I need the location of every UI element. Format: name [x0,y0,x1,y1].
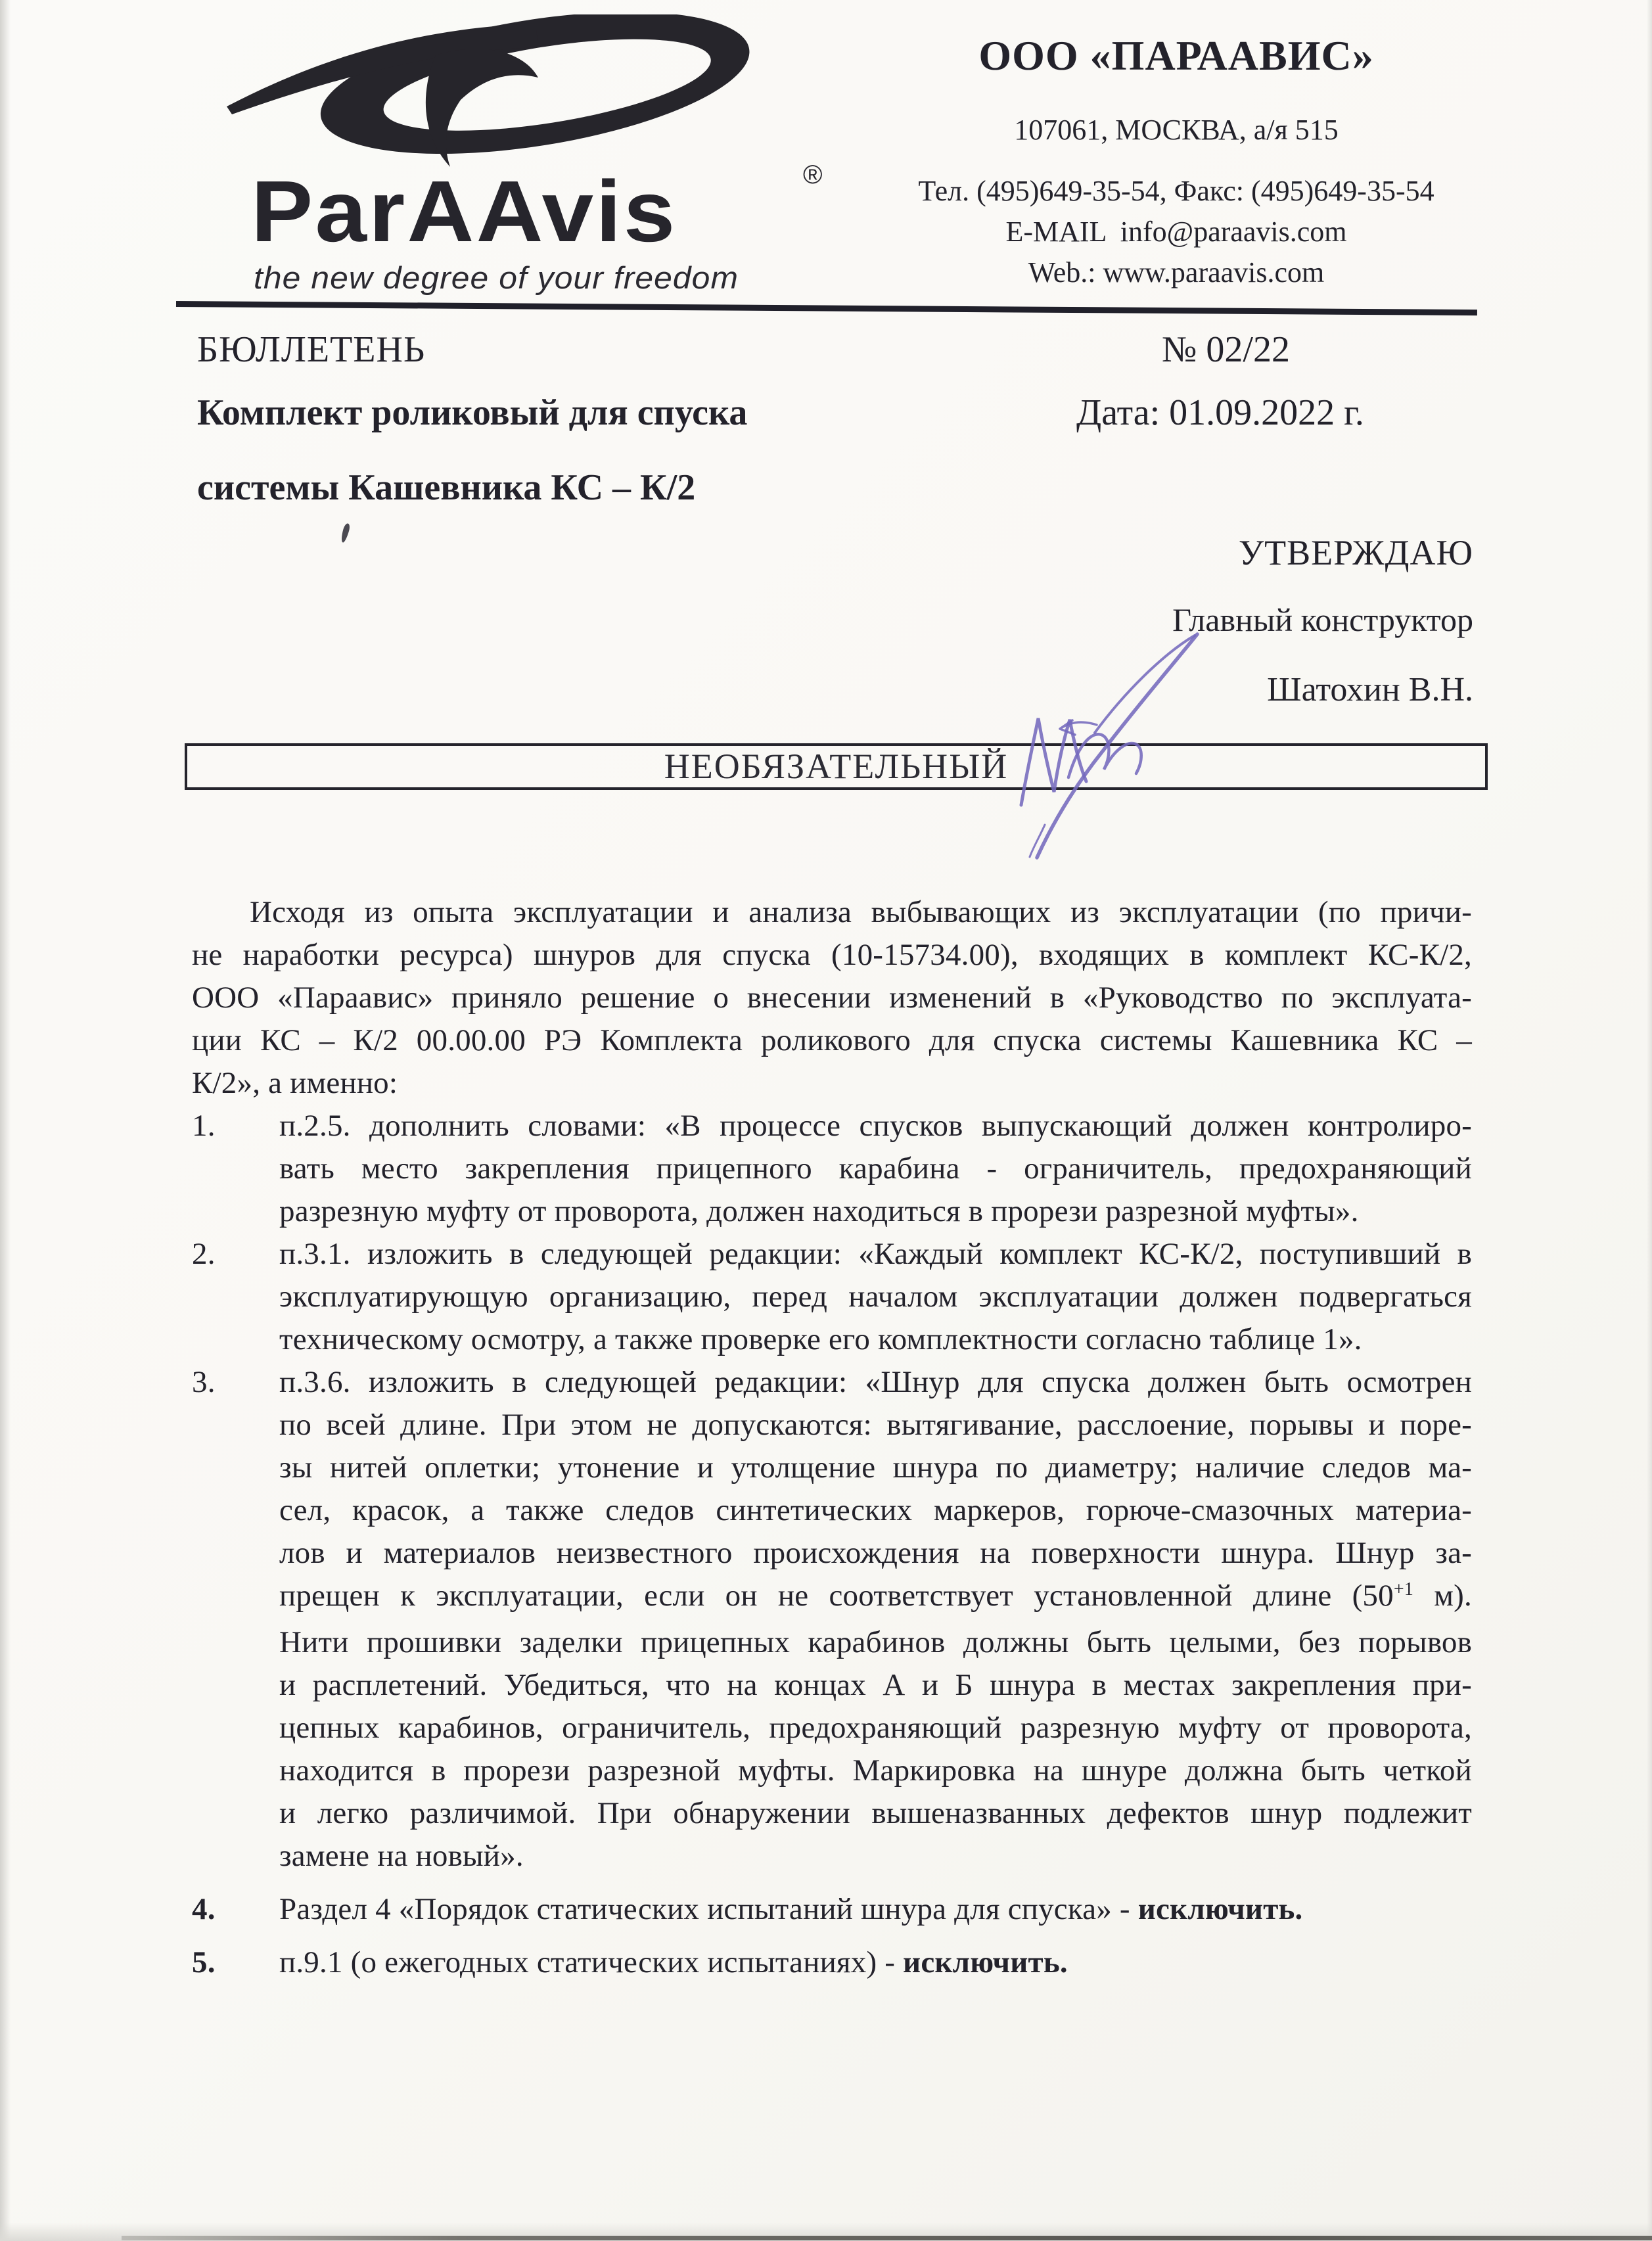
item-text-bold: исключить. [903,1945,1068,1979]
list-item-5 [192,1941,1472,1984]
list-item-2 [192,1233,1472,1361]
item-line: п.3.6. изложить в следующей редакции: «Шнур для спуска должен быть осмотрен [279,1365,1472,1399]
superscript-tolerance: +1 [1393,1579,1414,1600]
item-line: разрезную муфту от проворота, должен находиться в прорези разрезной муфты». [279,1194,1359,1228]
document-date: Дата: 01.09.2022 г. [1076,392,1364,433]
brand-tagline: the new degree of your freedom [254,260,739,295]
item-line: замене на новый». [279,1839,524,1873]
item-text: Раздел 4 «Порядок статических испытаний шнура для спуска» - [279,1892,1138,1926]
company-phone-fax: Тел. (495)649-35-54, Факс: (495)649-35-54 [918,175,1434,207]
body-text [192,891,1472,1984]
company-email: E-MAIL info@paraavis.com [1005,216,1347,248]
list-item-number: 4. [192,1892,216,1926]
item-line: п.2.5. дополнить словами: «В процессе спусков выпускающий должен контролиро- [279,1109,1472,1143]
item-line: вать место закрепления прицепного карабина - ограничитель, предохраняющий [279,1151,1472,1186]
item-line: техническому осмотру, а также проверке его комплектности согласно таблице 1». [279,1322,1362,1356]
list-item-number: 3. [192,1365,216,1399]
intro-line: ции КС – К/2 00.00.00 РЭ Комплекта роликового для спуска системы Кашевника КС – [192,1023,1472,1057]
item-line: зы нитей оплетки; утонение и утолщение шнура по диаметру; наличие следов ма- [279,1450,1472,1485]
status-box [185,743,1488,790]
item-line: и расплетений. Убедиться, что на концах А и Б шнура в местах закрепления при- [279,1668,1472,1702]
item-line: п.3.1. изложить в следующей редакции: «Каждый комплект КС-К/2, поступивший в [279,1237,1472,1271]
intro-line: К/2», а именно: [192,1066,398,1100]
approver-name: Шатохин В.Н. [1267,671,1473,708]
scan-bottom-edge-line [122,2236,1652,2240]
intro-line: Исходя из опыта эксплуатации и анализа выбывающих из эксплуатации (по причи- [250,895,1472,929]
item-line: находится в прорези разрезной муфты. Маркировка на шнуре должна быть четкой [279,1753,1472,1788]
stray-ink-mark [340,522,351,543]
registered-trademark-icon: ® [803,160,823,189]
item-line-with-superscript: прещен к эксплуатации, если он не соответствует установленной длине ($50^{+1}$ м). [279,1579,1472,1613]
handwritten-signature [966,608,1242,864]
item-line: цепных карабинов, ограничитель, предохраняющий разрезную муфту от проворота, [279,1711,1472,1745]
paraavis-swoosh-icon [227,14,821,172]
item-text: п.9.1 (о ежегодных статических испытаниях) - [279,1945,904,1979]
list-item-number: 1. [192,1109,216,1143]
list-item-number: 2. [192,1237,216,1271]
item-text-bold: исключить. [1137,1892,1303,1926]
approval-stamp: УТВЕРЖДАЮ [1238,533,1473,572]
company-website: Web.: www.paraavis.com [1028,256,1325,289]
item-line: эксплуатирующую организацию, перед началом эксплуатации должен подвергаться [279,1280,1472,1314]
header-divider-rule [176,301,1477,315]
item-line: и легко различимой. При обнаружении вышеназванных дефектов шнур подлежит [279,1796,1472,1830]
intro-line: не наработки ресурса) шнуров для спуска (10-15734.00), входящих в комплект КС-К/2, [192,938,1472,972]
scan-right-edge-shade [1647,0,1652,2241]
item-line: по всей длине. При этом не допускаются: вытягивание, расслоение, порывы и поре- [279,1408,1472,1442]
list-item-number: 5. [192,1945,216,1979]
company-name: ООО «ПАРААВИС» [978,32,1374,79]
item-line: лов и материалов неизвестного происхождения на поверхности шнура. Шнур за- [279,1536,1472,1570]
document-number: № 02/22 [1162,329,1290,370]
scan-left-edge-shade [0,0,11,2241]
intro-line: ООО «Параавис» приняло решение о внесении изменений в «Руководство по эксплуата- [192,981,1472,1015]
item-line: сел, красок, а также следов синтетических маркеров, горюче-смазочных материа- [279,1493,1472,1527]
list-item-4 [192,1888,1472,1931]
brand-wordmark: ParAAvis [251,163,677,260]
subject-line-1: Комплект роликовый для спуска [197,392,748,433]
document-type-label: БЮЛЛЕТЕНЬ [197,329,426,370]
status-label: НЕОБЯЗАТЕЛЬНЫЙ [664,747,1009,786]
company-address: 107061, МОСКВА, а/я 515 [1014,114,1339,146]
subject-line-2: системы Кашевника КС – К/2 [197,467,696,508]
list-item-3 [192,1361,1472,1878]
list-item-1 [192,1105,1472,1233]
item-line: Нити прошивки заделки прицепных карабинов должны быть целыми, без порывов [279,1625,1472,1659]
company-block [808,32,1544,289]
approver-title: Главный конструктор [1172,601,1473,638]
